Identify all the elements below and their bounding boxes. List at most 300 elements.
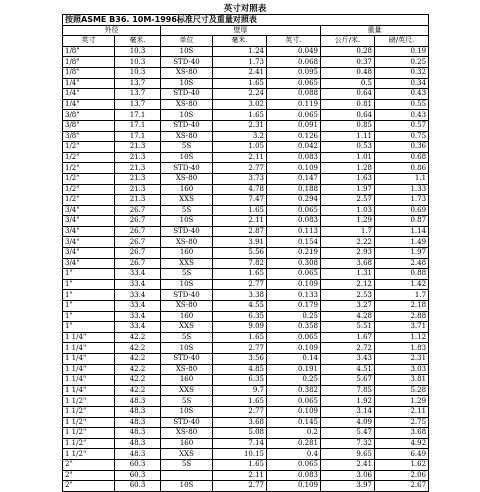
cell-weight-lb-ft: 2.11	[375, 406, 429, 417]
table-row	[63, 57, 429, 68]
cell-size-inch: 1 1/4"	[63, 332, 115, 343]
cell-od-mm: 26.7	[115, 248, 161, 259]
cell-weight-lb-ft: 2.31	[375, 354, 429, 365]
cell-wall-inch: 0.065	[267, 396, 321, 407]
table-row	[63, 428, 429, 439]
cell-wall-mm: 1.24	[213, 46, 267, 57]
cell-od-mm: 42.2	[115, 375, 161, 386]
cell-wall-mm: 2.41	[213, 67, 267, 78]
cell-weight-kg-m: 1.92	[321, 396, 375, 407]
cell-schedule: XS-80	[161, 67, 213, 78]
cell-od-mm: 17.1	[115, 120, 161, 131]
cell-weight-kg-m: 3.06	[321, 470, 375, 481]
cell-od-mm: 26.7	[115, 237, 161, 248]
cell-weight-kg-m: 2.53	[321, 290, 375, 301]
cell-weight-kg-m: 2.12	[321, 279, 375, 290]
cell-weight-lb-ft: 4.92	[375, 438, 429, 449]
cell-weight-lb-ft: 2.18	[375, 301, 429, 312]
cell-wall-inch: 0.14	[267, 354, 321, 365]
cell-od-mm: 17.1	[115, 131, 161, 142]
cell-weight-lb-ft: 3.81	[375, 375, 429, 386]
cell-weight-lb-ft: 0.88	[375, 269, 429, 280]
cell-od-mm: 26.7	[115, 205, 161, 216]
cell-schedule: XXS	[161, 258, 213, 269]
cell-weight-lb-ft: 2.67	[375, 481, 429, 492]
cell-weight-kg-m: 3.97	[321, 481, 375, 492]
cell-weight-lb-ft: 1.14	[375, 226, 429, 237]
cell-wall-mm: 3.73	[213, 173, 267, 184]
table-row	[63, 290, 429, 301]
cell-size-inch: 3/8"	[63, 131, 115, 142]
cell-wall-inch: 0.065	[267, 205, 321, 216]
cell-weight-kg-m: 7.85	[321, 385, 375, 396]
table-row	[63, 142, 429, 153]
cell-od-mm: 33.4	[115, 322, 161, 333]
cell-schedule: 10S	[161, 152, 213, 163]
cell-schedule: 10S	[161, 78, 213, 89]
table-row	[63, 46, 429, 57]
cell-weight-kg-m: 0.28	[321, 46, 375, 57]
cell-schedule: STD-40	[161, 290, 213, 301]
cell-od-mm: 10.3	[115, 67, 161, 78]
table-row	[63, 301, 429, 312]
cell-weight-lb-ft: 2.06	[375, 470, 429, 481]
cell-od-mm: 48.3	[115, 428, 161, 439]
cell-wall-inch: 0.083	[267, 216, 321, 227]
cell-wall-inch: 0.109	[267, 406, 321, 417]
cell-schedule: 10S	[161, 343, 213, 354]
cell-wall-mm: 9.7	[213, 385, 267, 396]
cell-weight-lb-ft: 2.48	[375, 258, 429, 269]
cell-wall-inch: 0.358	[267, 322, 321, 333]
cell-wall-inch: 0.042	[267, 142, 321, 153]
cell-size-inch: 1/2"	[63, 152, 115, 163]
column-header-row	[63, 36, 429, 47]
cell-weight-lb-ft: 1.12	[375, 332, 429, 343]
cell-wall-mm: 1.73	[213, 57, 267, 68]
cell-od-mm: 33.4	[115, 269, 161, 280]
pipe-size-table	[62, 14, 429, 492]
cell-wall-inch: 0.049	[267, 46, 321, 57]
cell-schedule: STD-40	[161, 120, 213, 131]
cell-wall-inch: 0.4	[267, 449, 321, 460]
cell-schedule: 5S	[161, 459, 213, 470]
cell-wall-mm: 3.38	[213, 290, 267, 301]
cell-wall-mm: 4.85	[213, 364, 267, 375]
spreadsheet	[62, 4, 428, 492]
cell-od-mm: 21.3	[115, 184, 161, 195]
cell-size-inch: 3/4"	[63, 237, 115, 248]
cell-od-mm: 21.3	[115, 195, 161, 206]
cell-weight-kg-m: 2.72	[321, 343, 375, 354]
cell-weight-kg-m: 3.43	[321, 354, 375, 365]
cell-weight-lb-ft: 1.7	[375, 290, 429, 301]
cell-weight-lb-ft: 0.43	[375, 89, 429, 100]
cell-wall-inch: 0.2	[267, 428, 321, 439]
cell-wall-mm: 7.14	[213, 438, 267, 449]
cell-size-inch: 2"	[63, 470, 115, 481]
cell-wall-mm: 2.11	[213, 152, 267, 163]
cell-od-mm: 10.3	[115, 46, 161, 57]
cell-size-inch: 3/4"	[63, 258, 115, 269]
cell-wall-mm: 10.15	[213, 449, 267, 460]
cell-size-inch: 3/4"	[63, 205, 115, 216]
cell-size-inch: 3/4"	[63, 226, 115, 237]
col-header-wall-inch: 英寸.	[267, 36, 321, 47]
cell-wall-mm: 3.91	[213, 237, 267, 248]
cell-wall-inch: 0.065	[267, 78, 321, 89]
table-row	[63, 226, 429, 237]
cell-weight-lb-ft: 1.42	[375, 279, 429, 290]
group-wall-thickness: 壁厚	[161, 25, 321, 36]
cell-weight-kg-m: 1.11	[321, 131, 375, 142]
cell-weight-lb-ft: 5.28	[375, 385, 429, 396]
table-row	[63, 311, 429, 322]
cell-size-inch: 3/8"	[63, 120, 115, 131]
cell-size-inch: 1"	[63, 269, 115, 280]
cell-weight-kg-m: 0.37	[321, 57, 375, 68]
cell-schedule: STD-40	[161, 163, 213, 174]
cell-wall-mm: 3.2	[213, 131, 267, 142]
cell-wall-inch: 0.154	[267, 237, 321, 248]
cell-weight-lb-ft: 0.43	[375, 110, 429, 121]
cell-weight-kg-m: 2.22	[321, 237, 375, 248]
cell-size-inch: 1/4"	[63, 99, 115, 110]
cell-size-inch: 1/4"	[63, 89, 115, 100]
table-subtitle: 按照ASME B36. 10M-1996标准尺寸及重量对照表	[63, 15, 429, 26]
table-row	[63, 322, 429, 333]
cell-od-mm: 60.3	[115, 459, 161, 470]
cell-weight-lb-ft: 1.62	[375, 459, 429, 470]
cell-weight-kg-m: 1.63	[321, 173, 375, 184]
cell-weight-lb-ft: 0.68	[375, 152, 429, 163]
cell-od-mm: 26.7	[115, 226, 161, 237]
cell-wall-inch: 0.065	[267, 332, 321, 343]
cell-size-inch: 3/4"	[63, 248, 115, 259]
table-row	[63, 343, 429, 354]
cell-od-mm: 33.4	[115, 301, 161, 312]
cell-wall-inch: 0.065	[267, 459, 321, 470]
cell-weight-kg-m: 5.47	[321, 428, 375, 439]
cell-size-inch: 1 1/4"	[63, 375, 115, 386]
cell-od-mm: 42.2	[115, 385, 161, 396]
cell-schedule	[161, 470, 213, 481]
cell-size-inch: 1 1/2"	[63, 438, 115, 449]
cell-wall-inch: 0.109	[267, 343, 321, 354]
cell-weight-lb-ft: 1.49	[375, 237, 429, 248]
cell-schedule: 10S	[161, 481, 213, 492]
cell-weight-kg-m: 7.32	[321, 438, 375, 449]
table-row	[63, 354, 429, 365]
table-body	[63, 15, 429, 492]
cell-weight-kg-m: 1.01	[321, 152, 375, 163]
cell-weight-lb-ft: 0.25	[375, 57, 429, 68]
cell-wall-mm: 3.02	[213, 99, 267, 110]
cell-weight-lb-ft: 2.75	[375, 417, 429, 428]
cell-schedule: 5S	[161, 396, 213, 407]
cell-wall-inch: 0.083	[267, 152, 321, 163]
table-row	[63, 279, 429, 290]
cell-weight-lb-ft: 0.34	[375, 78, 429, 89]
cell-size-inch: 1"	[63, 322, 115, 333]
cell-weight-kg-m: 3.27	[321, 301, 375, 312]
table-row	[63, 89, 429, 100]
cell-wall-mm: 7.47	[213, 195, 267, 206]
cell-od-mm: 21.3	[115, 152, 161, 163]
cell-size-inch: 1/8"	[63, 46, 115, 57]
cell-wall-mm: 6.35	[213, 375, 267, 386]
cell-weight-kg-m: 1.03	[321, 205, 375, 216]
cell-size-inch: 3/4"	[63, 216, 115, 227]
cell-size-inch: 1/2"	[63, 163, 115, 174]
cell-wall-mm: 2.31	[213, 120, 267, 131]
cell-od-mm: 48.3	[115, 417, 161, 428]
table-row	[63, 248, 429, 259]
cell-weight-kg-m: 5.51	[321, 322, 375, 333]
cell-od-mm: 10.3	[115, 57, 161, 68]
cell-od-mm: 17.1	[115, 110, 161, 121]
cell-size-inch: 1 1/2"	[63, 449, 115, 460]
cell-wall-inch: 0.382	[267, 385, 321, 396]
cell-weight-kg-m: 1.29	[321, 216, 375, 227]
cell-weight-kg-m: 3.68	[321, 258, 375, 269]
cell-weight-kg-m: 1.31	[321, 269, 375, 280]
cell-schedule: XS-80	[161, 364, 213, 375]
cell-size-inch: 1/2"	[63, 142, 115, 153]
cell-size-inch: 3/8"	[63, 110, 115, 121]
cell-od-mm: 48.3	[115, 406, 161, 417]
cell-schedule: 160	[161, 438, 213, 449]
cell-schedule: XS-80	[161, 301, 213, 312]
cell-weight-kg-m: 0.5	[321, 78, 375, 89]
cell-wall-mm: 2.77	[213, 343, 267, 354]
cell-size-inch: 1 1/4"	[63, 354, 115, 365]
cell-wall-inch: 0.083	[267, 470, 321, 481]
cell-wall-mm: 6.35	[213, 311, 267, 322]
table-row	[63, 78, 429, 89]
cell-wall-inch: 0.119	[267, 99, 321, 110]
cell-wall-inch: 0.147	[267, 173, 321, 184]
cell-weight-kg-m: 5.67	[321, 375, 375, 386]
cell-size-inch: 1"	[63, 311, 115, 322]
cell-weight-kg-m: 1.7	[321, 226, 375, 237]
cell-od-mm: 48.3	[115, 396, 161, 407]
cell-weight-kg-m: 2.93	[321, 248, 375, 259]
cell-od-mm: 21.3	[115, 173, 161, 184]
cell-schedule: XS-80	[161, 131, 213, 142]
table-row	[63, 449, 429, 460]
cell-wall-mm: 1.65	[213, 396, 267, 407]
table-row	[63, 417, 429, 428]
cell-schedule: 160	[161, 248, 213, 259]
cell-schedule: 160	[161, 375, 213, 386]
cell-wall-inch: 0.191	[267, 364, 321, 375]
table-row	[63, 406, 429, 417]
col-header-inch: 英寸	[63, 36, 115, 47]
cell-weight-kg-m: 9.65	[321, 449, 375, 460]
group-weight: 重量	[321, 25, 429, 36]
cell-od-mm: 21.3	[115, 142, 161, 153]
cell-od-mm: 26.7	[115, 216, 161, 227]
cell-size-inch: 1"	[63, 301, 115, 312]
cell-schedule: 10S	[161, 216, 213, 227]
cell-schedule: XXS	[161, 195, 213, 206]
group-outer-diameter: 外径	[63, 25, 161, 36]
cell-wall-inch: 0.109	[267, 279, 321, 290]
col-header-kg-per-m: 公斤/米.	[321, 36, 375, 47]
cell-size-inch: 1/2"	[63, 173, 115, 184]
cell-wall-mm: 2.77	[213, 279, 267, 290]
cell-size-inch: 1/8"	[63, 67, 115, 78]
cell-size-inch: 1 1/2"	[63, 406, 115, 417]
table-row	[63, 131, 429, 142]
cell-wall-inch: 0.126	[267, 131, 321, 142]
cell-wall-inch: 0.065	[267, 110, 321, 121]
cell-wall-mm: 1.65	[213, 205, 267, 216]
cell-weight-kg-m: 0.81	[321, 99, 375, 110]
col-header-lb-per-ft: 磅/英尺.	[375, 36, 429, 47]
table-row	[63, 364, 429, 375]
cell-wall-inch: 0.281	[267, 438, 321, 449]
cell-wall-inch: 0.095	[267, 67, 321, 78]
cell-size-inch: 1"	[63, 290, 115, 301]
cell-schedule: XXS	[161, 322, 213, 333]
cell-size-inch: 1 1/2"	[63, 428, 115, 439]
cell-wall-inch: 0.133	[267, 290, 321, 301]
cell-schedule: XS-80	[161, 99, 213, 110]
cell-wall-inch: 0.068	[267, 57, 321, 68]
cell-weight-kg-m: 0.85	[321, 120, 375, 131]
cell-schedule: 5S	[161, 142, 213, 153]
table-row	[63, 396, 429, 407]
cell-wall-mm: 4.78	[213, 184, 267, 195]
cell-schedule: XXS	[161, 449, 213, 460]
cell-od-mm: 13.7	[115, 78, 161, 89]
cell-weight-kg-m: 3.14	[321, 406, 375, 417]
cell-od-mm: 42.2	[115, 343, 161, 354]
cell-schedule: 160	[161, 184, 213, 195]
table-row	[63, 459, 429, 470]
cell-schedule: STD-40	[161, 226, 213, 237]
cell-od-mm: 42.2	[115, 364, 161, 375]
cell-weight-lb-ft: 1.97	[375, 248, 429, 259]
table-row	[63, 184, 429, 195]
cell-weight-lb-ft: 1.29	[375, 396, 429, 407]
cell-schedule: 10S	[161, 46, 213, 57]
cell-wall-inch: 0.109	[267, 481, 321, 492]
cell-schedule: STD-40	[161, 417, 213, 428]
cell-od-mm: 13.7	[115, 89, 161, 100]
cell-wall-mm: 1.65	[213, 78, 267, 89]
cell-wall-mm: 2.77	[213, 406, 267, 417]
cell-weight-kg-m: 1.97	[321, 184, 375, 195]
table-row	[63, 195, 429, 206]
cell-weight-lb-ft: 0.87	[375, 216, 429, 227]
cell-od-mm: 13.7	[115, 99, 161, 110]
cell-weight-kg-m: 1.28	[321, 163, 375, 174]
cell-od-mm: 48.3	[115, 438, 161, 449]
table-row	[63, 332, 429, 343]
cell-weight-kg-m: 0.53	[321, 142, 375, 153]
cell-weight-lb-ft: 0.75	[375, 131, 429, 142]
cell-size-inch: 1/4"	[63, 78, 115, 89]
cell-size-inch: 2"	[63, 481, 115, 492]
table-row	[63, 375, 429, 386]
cell-wall-inch: 0.179	[267, 301, 321, 312]
cell-schedule: STD-40	[161, 57, 213, 68]
cell-wall-inch: 0.25	[267, 375, 321, 386]
cell-wall-inch: 0.25	[267, 311, 321, 322]
table-row	[63, 269, 429, 280]
cell-schedule: XXS	[161, 385, 213, 396]
cell-schedule: 5S	[161, 205, 213, 216]
cell-od-mm: 33.4	[115, 279, 161, 290]
cell-size-inch: 1/2"	[63, 195, 115, 206]
table-row	[63, 258, 429, 269]
cell-schedule: STD-40	[161, 354, 213, 365]
table-row	[63, 385, 429, 396]
cell-schedule: STD-40	[161, 89, 213, 100]
cell-wall-inch: 0.219	[267, 248, 321, 259]
cell-od-mm: 33.4	[115, 311, 161, 322]
cell-schedule: 10S	[161, 110, 213, 121]
cell-od-mm: 33.4	[115, 290, 161, 301]
table-row	[63, 205, 429, 216]
cell-size-inch: 1 1/4"	[63, 343, 115, 354]
cell-schedule: 10S	[161, 406, 213, 417]
cell-weight-lb-ft: 1.73	[375, 195, 429, 206]
cell-wall-inch: 0.109	[267, 163, 321, 174]
cell-weight-lb-ft: 0.69	[375, 205, 429, 216]
cell-wall-mm: 2.77	[213, 163, 267, 174]
cell-weight-kg-m: 4.28	[321, 311, 375, 322]
cell-size-inch: 1 1/2"	[63, 396, 115, 407]
cell-weight-lb-ft: 0.36	[375, 142, 429, 153]
cell-weight-lb-ft: 3.68	[375, 428, 429, 439]
cell-weight-lb-ft: 2.88	[375, 311, 429, 322]
cell-weight-lb-ft: 0.86	[375, 163, 429, 174]
subtitle-row	[63, 15, 429, 26]
table-row	[63, 152, 429, 163]
cell-wall-inch: 0.294	[267, 195, 321, 206]
table-row	[63, 481, 429, 492]
cell-wall-mm: 2.24	[213, 89, 267, 100]
table-row	[63, 67, 429, 78]
cell-weight-lb-ft: 0.19	[375, 46, 429, 57]
table-row	[63, 438, 429, 449]
cell-wall-mm: 2.87	[213, 226, 267, 237]
cell-od-mm: 60.3	[115, 470, 161, 481]
cell-schedule: 5S	[161, 269, 213, 280]
cell-weight-lb-ft: 6.49	[375, 449, 429, 460]
cell-wall-mm: 2.11	[213, 216, 267, 227]
cell-wall-inch: 0.091	[267, 120, 321, 131]
cell-wall-mm: 4.55	[213, 301, 267, 312]
cell-schedule: 10S	[161, 279, 213, 290]
cell-weight-lb-ft: 0.57	[375, 120, 429, 131]
cell-wall-mm: 7.82	[213, 258, 267, 269]
cell-weight-kg-m: 0.64	[321, 110, 375, 121]
cell-wall-mm: 1.65	[213, 269, 267, 280]
cell-schedule: XS-80	[161, 237, 213, 248]
cell-od-mm: 60.3	[115, 481, 161, 492]
cell-weight-kg-m: 0.64	[321, 89, 375, 100]
cell-wall-inch: 0.088	[267, 89, 321, 100]
cell-od-mm: 21.3	[115, 163, 161, 174]
cell-weight-kg-m: 2.57	[321, 195, 375, 206]
cell-od-mm: 48.3	[115, 449, 161, 460]
table-row	[63, 110, 429, 121]
